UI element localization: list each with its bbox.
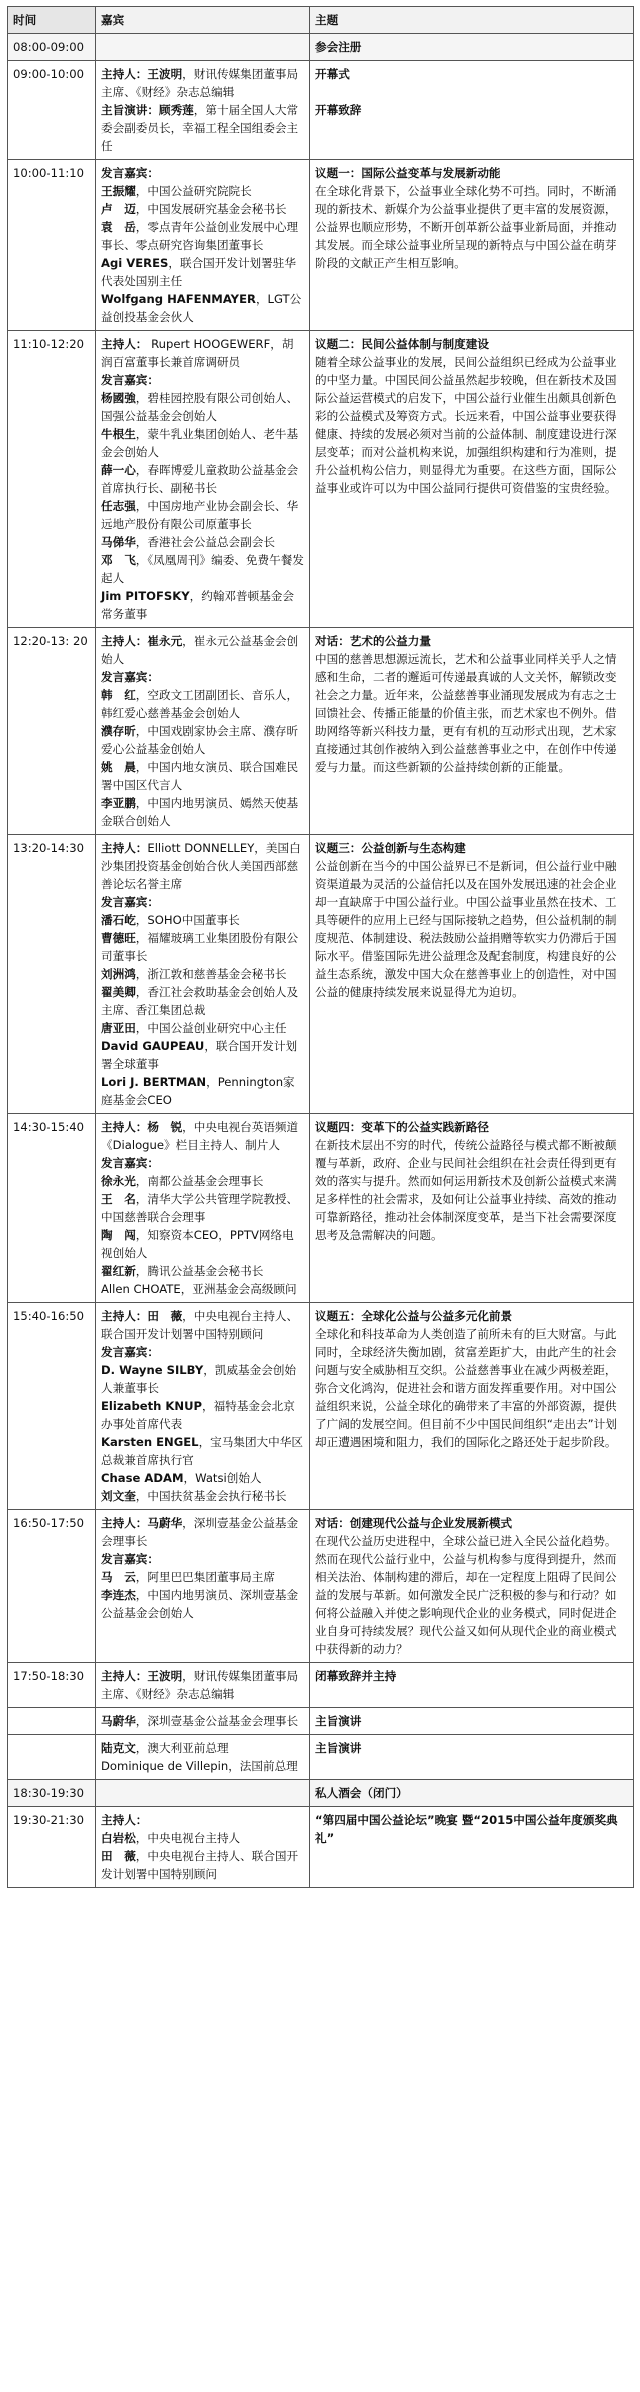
agenda-row [8,1807,634,1888]
guest-line [101,1586,304,1622]
guest-name: Karsten ENGEL [101,1435,199,1449]
topic-description: 在全球化背景下，公益事业全球化势不可挡。同时，不断涌现的新技术、新媒介为公益事业提供了更丰富的发展资源，公益界也顺应形势，不断开创革新公益事业新局面，并推动其发展。而全球公益事业所呈现的新特点与中国公益在萌芽阶段的文献正产生相互影响。 [315,184,617,270]
header-guests: 嘉宾 [96,7,310,34]
guest-name: 主持人：崔永元 [101,634,183,648]
guest-title: ，中国公益创业研究中心主任 [135,1021,287,1035]
guest-title: ，崔永元公益基金会创始人 [101,634,299,666]
session-time: 13:20-14:30 [8,835,96,1114]
guest-title: Allen CHOATE，亚洲基金会高级顾问 [101,1282,297,1296]
agenda-row [8,835,634,1114]
session-time: 14:30-15:40 [8,1114,96,1303]
session-guests [96,160,310,331]
guest-title: ，Pennington家庭基金会CEO [101,1075,295,1107]
topic-description: 中国的慈善思想源远流长，艺术和公益事业同样关乎人之情感和生命，二者的邂逅可传递最真诚的人文关怀，解锁改变社会之力量。近年来，公益慈善事业涌现发展成为有志之士回馈社会、传播正能量的价值主张，而艺术家也不例外。借助网络等新兴科技力量，更有有机的互动形式出现，艺术家直接通过其创作被纳入到公益慈善事业之中，在创作中传递爱与力量。而这些新颖的公益持续创新的正能量。 [315,652,617,774]
topic-title: 对话：艺术的公益力量 [315,634,431,648]
guest-name: 唐亚田 [101,1021,136,1035]
agenda-table [7,6,634,1888]
topic-title: 闭幕致辞并主持 [315,1669,397,1683]
guest-name: 袁 岳 [101,220,136,234]
guest-line [101,758,304,794]
guest-name: 任志强 [101,499,136,513]
guest-name: Agi VERES [101,256,169,270]
guest-line [101,1073,304,1109]
session-guests [96,34,310,61]
guest-title: ，SOHO中国董事长 [135,913,240,927]
guest-title: ，LGT公益创投基金会伙人 [101,292,302,324]
guest-name: 主持人：马蔚华 [101,1516,183,1530]
guest-title: ，香港社会公益总会副会长 [135,535,275,549]
topic-description: 在新技术层出不穷的时代，传统公益路径与模式都不断被颠覆与革新，政府、企业与民间社会组织在社会责任得到更有效的落实与提升。然而如何运用新技术及创新公益模式来满足多样性的社会需求，及如何让公益事业持续、高效的推动可靠新路径，推动社会体制深度变革，是当下社会需要深度思考及急需解决的问题。 [315,1138,617,1242]
guest-title: Dominique de Villepin，法国前总理 [101,1759,298,1773]
guest-name: 翟美卿 [101,985,136,999]
guest-line [101,1568,304,1586]
session-guests [96,835,310,1114]
guest-name: 刘文奎 [101,1489,136,1503]
session-topic [310,34,634,61]
guest-line [101,551,304,587]
guest-name: 主持人： [101,337,148,351]
guest-name: 主旨演讲：顾秀莲 [101,103,194,117]
header-row [8,7,634,34]
guest-title: ，空政文工团副团长、音乐人，韩红爱心慈善基金会创始人 [101,688,299,720]
guest-name: 主持人：王波明 [101,67,183,81]
guest-line [101,254,304,290]
guest-line [101,839,304,893]
session-time: 11:10-12:20 [8,331,96,628]
guest-name: 发言嘉宾： [101,670,159,684]
guest-line [101,497,304,533]
guest-title: ，Watsi创始人 [183,1471,262,1485]
session-guests [96,1303,310,1510]
guest-line [101,1307,304,1343]
topic-title: 开幕式 [315,67,350,81]
guest-line [101,1154,304,1172]
guest-name: Jim PITOFSKY [101,589,190,603]
agenda-row [8,1303,634,1510]
guest-name: Elizabeth KNUP [101,1399,203,1413]
guest-line [101,1361,304,1397]
guest-title: ，约翰邓普顿基金会常务董事 [101,589,294,621]
guest-name: 薛一心 [101,463,136,477]
session-time: 09:00-10:00 [8,61,96,160]
topic-description: 随着全球公益事业的发展，民间公益组织已经成为公益事业的中坚力量。中国民间公益虽然起步较晚，但在新技术及国际公益运营模式的启发下，中国公益行业催生出颇具创新色彩的公益模式及筹资方式。长远来看，中国公益事业要获得健康、持续的发展必须对当前的公益体制、制度建设进行深层变革；而对公益机构来说，加强组织构建和行为准则，提升公益机构公信力，则显得尤为重要。在这些方面，国际公益事业或许可以为中国公益同行提供可资借鉴的宝贵经验。 [315,355,617,495]
session-topic [310,1510,634,1663]
guest-name: 发言嘉宾： [101,1345,159,1359]
guest-title: ，中央电视台主持人 [135,1831,241,1845]
guest-name: 潘石屹 [101,913,136,927]
guest-title: ，中国内地男演员、深圳壹基金公益基金会创始人 [101,1588,299,1620]
guest-line [101,1262,304,1280]
guest-title: Elliott DONNELLEY，美国白沙集团投资基金创始合伙人美国西部慈善论坛名誉主席 [101,841,301,891]
session-time: 15:40-16:50 [8,1303,96,1510]
session-guests [96,1735,310,1780]
guest-name: 卢 迈 [101,202,136,216]
guest-title: ，中国内地男演员、嫣然天使基金联合创始人 [101,796,299,828]
guest-name: 发言嘉宾： [101,373,159,387]
guest-name: 牛根生 [101,427,136,441]
session-topic [310,1663,634,1708]
topic-title: 主旨演讲 [315,1714,362,1728]
topic-title: 议题三：公益创新与生态构建 [315,841,466,855]
guest-title: ，香江社会救助基金会创始人及主席、香江集团总裁 [101,985,299,1017]
guest-line [101,1550,304,1568]
guest-title: ，碧桂园控股有限公司创始人、国强公益基金会创始人 [101,391,299,423]
guest-line [101,1757,304,1775]
guest-title: ，南都公益基金会理事长 [135,1174,264,1188]
session-time [8,1708,96,1735]
guest-name: 杨國強 [101,391,136,405]
session-topic [310,1780,634,1807]
guest-line [101,1118,304,1154]
guest-title: ，腾讯公益基金会秘书长 [135,1264,264,1278]
guest-line [101,371,304,389]
guest-line [101,164,304,182]
guest-line [101,965,304,983]
session-time: 17:50-18:30 [8,1663,96,1708]
topic-title: 议题一：国际公益变革与发展新动能 [315,166,501,180]
guest-title: ，中国内地女演员、联合国难民署中国区代言人 [101,760,299,792]
guest-name: 王 名 [101,1192,136,1206]
guest-title: ，阿里巴巴集团董事局主席 [135,1570,275,1584]
session-time: 19:30-21:30 [8,1807,96,1888]
session-guests [96,331,310,628]
guest-name: 翟红新 [101,1264,136,1278]
guest-name: 主持人：王波明 [101,1669,183,1683]
guest-name: Chase ADAM [101,1471,184,1485]
guest-name: 陶 闯 [101,1228,136,1242]
guest-name: 发言嘉宾： [101,895,159,909]
guest-name: 马 云 [101,1570,136,1584]
guest-name: 马蔚华 [101,1714,136,1728]
agenda-row [8,61,634,160]
guest-title: ，清华大学公共管理学院教授、中国慈善联合会理事 [101,1192,299,1224]
session-guests [96,1663,310,1708]
agenda-row [8,1708,634,1735]
guest-title: ，中国发展研究基金会秘书长 [135,202,287,216]
guest-line [101,1226,304,1262]
guest-name: 发言嘉宾： [101,166,159,180]
agenda-row [8,331,634,628]
guest-line [101,1847,304,1883]
guest-title: ，福耀玻璃工业集团股份有限公司董事长 [101,931,299,963]
guest-line [101,1514,304,1550]
guest-title: ，浙江敦和慈善基金会秘书长 [135,967,287,981]
guest-title: ，知察资本CEO，PPTV网络电视创始人 [101,1228,294,1260]
guest-name: 主持人： [101,1813,148,1827]
guest-title: ，联合国开发计划署全球董事 [101,1039,298,1071]
topic-title: 议题五：全球化公益与公益多元化前景 [315,1309,513,1323]
guest-line [101,290,304,326]
guest-line [101,200,304,218]
guest-name: D. Wayne SILBY [101,1363,204,1377]
guest-title: ，凯威基金会创始人兼董事长 [101,1363,297,1395]
agenda-row [8,34,634,61]
guest-line [101,533,304,551]
guest-line [101,1712,304,1730]
guest-name: 主持人： [101,841,148,855]
session-topic [310,61,634,160]
guest-name: 邓 飞 [101,553,136,567]
guest-title: ，零点青年公益创业发展中心理事长、零点研究咨询集团董事长 [101,220,299,252]
guest-line [101,65,304,101]
session-guests [96,1708,310,1735]
guest-title: ，深圳壹基金公益基金会理事长 [135,1714,299,1728]
topic-title: 议题四：变革下的公益实践新路径 [315,1120,489,1134]
guest-title: ，中央电视台英语频道《Dialogue》栏目主持人、制片人 [101,1120,299,1152]
guest-name: David GAUPEAU [101,1039,205,1053]
guest-name: 曹德旺 [101,931,136,945]
session-guests [96,1780,310,1807]
session-topic [310,835,634,1114]
topic-description: 全球化和科技革命为人类创造了前所未有的巨大财富。与此同时，全球经济失衡加剧，贫富差距扩大，由此产生的社会问题与安全威胁相互交织。公益慈善事业在减少两极差距，弥合文化鸿沟，促进社会和谐方面发挥重要作用。对中国公益组织来说，公益全球化的确带来了丰富的外部资源，提供了广阔的发展空间。但目前不少中国民间组织“走出去”计划却正遭遇困境和阻力，我们的国际化之路还处于起步阶段。 [315,1327,617,1449]
guest-line [101,1172,304,1190]
guest-line [101,1739,304,1757]
guest-line [101,1469,304,1487]
session-guests [96,1114,310,1303]
session-topic [310,1114,634,1303]
guest-title: ，深圳壹基金公益基金会理事长 [101,1516,299,1548]
agenda-row [8,1780,634,1807]
guest-name: 发言嘉宾： [101,1156,159,1170]
agenda-row [8,1735,634,1780]
guest-name: 主持人：杨 锐 [101,1120,183,1134]
guest-line [101,929,304,965]
guest-title: ，中国公益研究院院长 [135,184,252,198]
session-topic [310,160,634,331]
guest-title: ，福特基金会北京办事处首席代表 [101,1399,295,1431]
guest-name: 韩 红 [101,688,136,702]
guest-line [101,1667,304,1703]
guest-line [101,1190,304,1226]
agenda-row [8,1663,634,1708]
guest-line [101,794,304,830]
guest-name: 发言嘉宾： [101,1552,159,1566]
guest-line [101,182,304,200]
guest-line [101,632,304,668]
session-topic [310,1708,634,1735]
guest-line [101,389,304,425]
guest-line [101,461,304,497]
guest-title: ，财讯传媒集团董事局主席、《财经》杂志总编辑 [101,1669,299,1701]
guest-title: ，《凤凰周刊》编委、免费午餐发起人 [101,553,304,585]
guest-title: ，财讯传媒集团董事局主席、《财经》杂志总编辑 [101,67,299,99]
session-time: 10:00-11:10 [8,160,96,331]
session-guests [96,628,310,835]
topic-title: 对话：创建现代公益与企业发展新模式 [315,1516,513,1530]
session-guests [96,1510,310,1663]
guest-line [101,1487,304,1505]
guest-title: ，中央电视台主持人、联合国开发计划署中国特别顾问 [101,1849,299,1881]
guest-name: 濮存昕 [101,724,136,738]
guest-name: 王振耀 [101,184,136,198]
guest-line [101,686,304,722]
topic-title: 参会注册 [315,40,362,54]
guest-name: 李连杰 [101,1588,136,1602]
session-time [8,1735,96,1780]
header-topic: 主题 [310,7,634,34]
topic-title: “第四届中国公益论坛”晚宴 暨“2015中国公益年度颁奖典礼” [315,1813,618,1845]
guest-line [101,668,304,686]
topic-description: 公益创新在当今的中国公益界已不是新词，但公益行业中融资渠道最为灵活的公益信托以及在国外发展迅速的社会企业却一直缺席于中国公益行业。中国公益事业虽然在技术、工具等硬件的应用上已经与国际接轨之趋势，但公益机制的制度规范、体制建设、税法鼓励公益捐赠等软实力仍滞后于国际水平。借鉴国际先进公益理念及配套制度，构建良好的公益生态系统，激发中国大众在慈善事业上的创造性，对中国公益的健康持续发展来说显得尤为迫切。 [315,859,617,999]
session-time: 12:20-13: 20 [8,628,96,835]
guest-name: 田 薇 [101,1849,136,1863]
guest-line [101,1433,304,1469]
session-guests [96,61,310,160]
guest-line [101,983,304,1019]
guest-name: 姚 晨 [101,760,136,774]
guest-title: ，宝马集团大中华区总裁兼首席执行官 [101,1435,303,1467]
session-topic [310,1735,634,1780]
guest-line [101,1037,304,1073]
guest-line [101,101,304,155]
guest-line [101,911,304,929]
guest-name: 李亚鹏 [101,796,136,810]
guest-name: 刘洲鸿 [101,967,136,981]
session-time: 16:50-17:50 [8,1510,96,1663]
guest-name: Wolfgang HAFENMAYER [101,292,256,306]
agenda-body [8,7,634,1888]
guest-title: Rupert HOOGEWERF，胡润百富董事长兼首席调研员 [101,337,294,369]
agenda-row [8,1510,634,1663]
guest-title: ，中国扶贫基金会执行秘书长 [135,1489,287,1503]
topic-title-secondary: 开幕致辞 [315,103,362,117]
guest-name: Lori J. BERTMAN [101,1075,207,1089]
guest-name: 马俤华 [101,535,136,549]
session-topic [310,331,634,628]
topic-description: 在现代公益历史进程中，全球公益已进入全民公益化趋势。然而在现代公益行业中，公益与机构参与度得到提升，然而相关法治、体制构建的滞后，却在一定程度上阻碍了民间公益的发展与革新。如何激发全民广泛积极的参与和行动？如何将公益融入并使之影响现代企业的业务模式，同时促进企业自身可持续发展？现代公益又如何从现代企业的商业模式中获得新的动力？ [315,1534,617,1656]
guest-line [101,722,304,758]
topic-title: 主旨演讲 [315,1741,362,1755]
guest-title: ，中央电视台主持人、联合国开发计划署中国特别顾问 [101,1309,299,1341]
guest-name: 徐永光 [101,1174,136,1188]
guest-title: ，中国房地产业协会副会长、华远地产股份有限公司原董事长 [101,499,299,531]
guest-title: ，春晖博爱儿童救助公益基金会首席执行长、副秘书长 [101,463,299,495]
guest-line [101,587,304,623]
guest-line [101,1019,304,1037]
session-time: 08:00-09:00 [8,34,96,61]
guest-line [101,425,304,461]
guest-line [101,1343,304,1361]
guest-line [101,893,304,911]
guest-name: 白岩松 [101,1831,136,1845]
guest-name: 主持人：田 薇 [101,1309,183,1323]
agenda-row [8,628,634,835]
session-guests [96,1807,310,1888]
guest-line [101,1829,304,1847]
guest-title: ，中国戏剧家协会主席、濮存昕爱心公益基金创始人 [101,724,299,756]
agenda-row [8,160,634,331]
header-time: 时间 [8,7,96,34]
session-topic [310,1303,634,1510]
guest-title: ，澳大利亚前总理 [135,1741,229,1755]
guest-line [101,218,304,254]
guest-title: ，联合国开发计划署驻华代表处国别主任 [101,256,296,288]
session-time: 18:30-19:30 [8,1780,96,1807]
guest-line [101,1811,304,1829]
guest-title: ，第十届全国人大常委会副委员长，幸福工程全国组委会主任 [101,103,299,153]
guest-line [101,1397,304,1433]
guest-title: ，蒙牛乳业集团创始人、老牛基金会创始人 [101,427,299,459]
session-topic [310,1807,634,1888]
guest-name: 陆克文 [101,1741,136,1755]
topic-title: 私人酒会（闭门） [315,1786,408,1800]
topic-title: 议题二：民间公益体制与制度建设 [315,337,489,351]
session-topic [310,628,634,835]
guest-line [101,335,304,371]
agenda-row [8,1114,634,1303]
guest-line [101,1280,304,1298]
